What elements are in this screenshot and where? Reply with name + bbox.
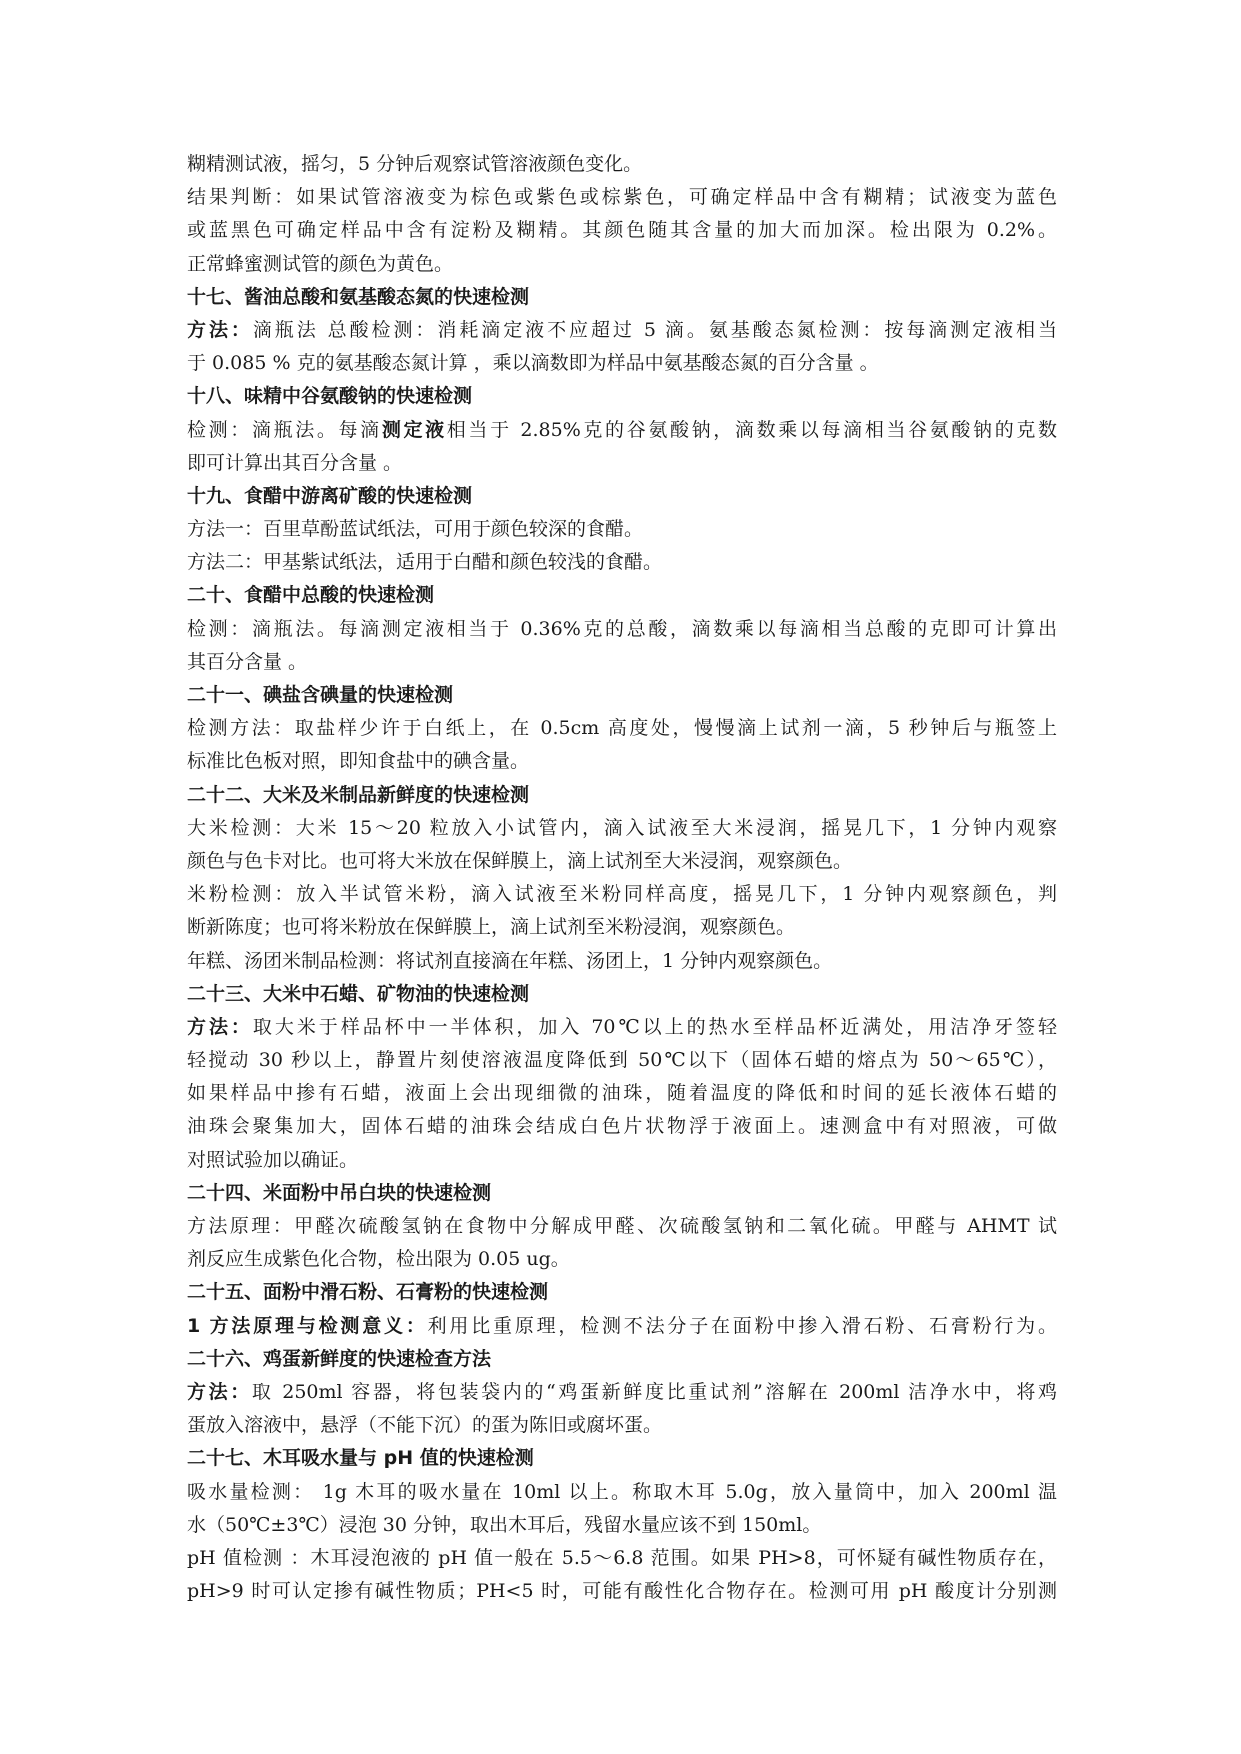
text-line: 方法原理：甲醛次硫酸氢钠在食物中分解成甲醛、次硫酸氢钠和二氧化硫。甲醛与 AHMT 试 bbox=[187, 1215, 1057, 1237]
text-line: 吸水量检测： 1g 木耳的吸水量在 10ml 以上。称取木耳 5.0g，放入量筒中，加入 200ml 温 bbox=[187, 1480, 1057, 1503]
text-line: 即可计算出其百分含量 。 bbox=[187, 451, 403, 474]
text-line: 糊精测试液，摇匀，5 分钟后观察试管溶液颜色变化。 bbox=[187, 153, 643, 175]
document-page bbox=[187, 148, 1057, 1608]
section-heading: 十八、味精中谷氨酸钠的快速检测 bbox=[187, 385, 473, 408]
line-text: 相当于 2.85%克的谷氨酸钠，滴数乘以每滴相当谷氨酸钠的克数 bbox=[446, 418, 1057, 441]
text-line: 年糕、汤团米制品检测：将试剂直接滴在年糕、汤团上，1 分钟内观察颜色。 bbox=[187, 949, 833, 972]
bold-label: 测定液 bbox=[381, 418, 447, 441]
section-heading: 二十六、鸡蛋新鲜度的快速检查方法 bbox=[187, 1347, 492, 1370]
text-line: pH>9 时可认定掺有碱性物质；PH<5 时，可能有酸性化合物存在。检测可用 pH 酸度计分别测 bbox=[187, 1580, 1057, 1603]
text-line: 检测方法：取盐样少许于白纸上，在 0.5cm 高度处，慢慢滴上试剂一滴，5 秒钟后与瓶签上 bbox=[187, 717, 1057, 740]
text-line: 方法一：百里草酚蓝试纸法，可用于颜色较深的食醋。 bbox=[187, 518, 644, 541]
text-line: 颜色与色卡对比。也可将大米放在保鲜膜上，滴上试剂至大米浸润，观察颜色。 bbox=[187, 849, 853, 872]
text-line bbox=[187, 314, 1057, 347]
text-line: 其百分含量 。 bbox=[187, 650, 308, 673]
section-heading: 二十四、米面粉中吊白块的快速检测 bbox=[187, 1181, 492, 1204]
text-line bbox=[187, 1376, 1057, 1409]
line-text: 滴瓶法 总酸检测：消耗滴定液不应超过 5 滴。氨基酸态氮检测：按每滴测定液相当 bbox=[252, 318, 1057, 341]
section-heading: 二十一、碘盐含碘量的快速检测 bbox=[187, 684, 454, 706]
text-line: 蛋放入溶液中，悬浮（不能下沉）的蛋为陈旧或腐坏蛋。 bbox=[187, 1414, 663, 1437]
line-text: 检测：滴瓶法。每滴 bbox=[187, 418, 382, 441]
text-line: 断新陈度；也可将米粉放在保鲜膜上，滴上试剂至米粉浸润，观察颜色。 bbox=[187, 916, 796, 939]
text-line: 方法二：甲基紫试纸法，适用于白醋和颜色较浅的食醋。 bbox=[187, 551, 663, 574]
section-heading: 二十五、面粉中滑石粉、石膏粉的快速检测 bbox=[187, 1281, 549, 1304]
text-line: 于 0.085 % 克的氨基酸态氮计算 ，乘以滴数即为样品中氨基酸态氮的百分含量 。 bbox=[187, 352, 879, 375]
bold-label: 方法： bbox=[187, 1015, 253, 1038]
text-line: 对照试验加以确证。 bbox=[187, 1148, 359, 1171]
section-heading: 十七、酱油总酸和氨基酸态氮的快速检测 bbox=[187, 285, 530, 308]
bold-label: 1 方法原理与检测意义： bbox=[187, 1314, 428, 1337]
bold-label: 方法： bbox=[187, 318, 253, 341]
text-line bbox=[187, 1310, 1057, 1343]
text-line: 油珠会聚集加大，固体石蜡的油珠会结成白色片状物浮于液面上。速测盒中有对照液，可做 bbox=[187, 1115, 1057, 1138]
text-line: 大米检测：大米 15～20 粒放入小试管内，滴入试液至大米浸润，摇晃几下，1 分钟内观察 bbox=[187, 816, 1057, 839]
text-line: 检测：滴瓶法。每滴测定液相当于 0.36%克的总酸，滴数乘以每滴相当总酸的克即可计算出 bbox=[187, 617, 1057, 640]
section-heading: 二十七、木耳吸水量与 pH 值的快速检测 bbox=[187, 1447, 534, 1470]
line-text: 取大米于样品杯中一半体积，加入 70℃以上的热水至样品杯近满处，用洁净牙签轻 bbox=[252, 1015, 1057, 1038]
text-line: 轻搅动 30 秒以上，静置片刻使溶液温度降低到 50℃以下（固体石蜡的熔点为 50～65℃）， bbox=[187, 1049, 1057, 1072]
section-heading: 二十、食醋中总酸的快速检测 bbox=[187, 584, 435, 607]
text-line bbox=[187, 414, 1057, 447]
bold-label: 方法： bbox=[187, 1380, 252, 1403]
line-text: 利用比重原理，检测不法分子在面粉中掺入滑石粉、石膏粉行为。 bbox=[427, 1314, 1057, 1337]
text-line: 或蓝黑色可确定样品中含有淀粉及糊精。其颜色随其含量的加大而加深。检出限为 0.2%。 bbox=[187, 219, 1057, 242]
text-line: 如果样品中掺有石蜡，液面上会出现细微的油珠，随着温度的降低和时间的延长液体石蜡的 bbox=[187, 1082, 1057, 1105]
section-heading: 十九、食醋中游离矿酸的快速检测 bbox=[187, 484, 473, 507]
section-heading: 二十三、大米中石蜡、矿物油的快速检测 bbox=[187, 982, 530, 1005]
section-heading: 二十二、大米及米制品新鲜度的快速检测 bbox=[187, 783, 530, 806]
text-line: 标准比色板对照，即知食盐中的碘含量。 bbox=[187, 750, 530, 773]
text-line: 米粉检测：放入半试管米粉，滴入试液至米粉同样高度，摇晃几下，1 分钟内观察颜色，判 bbox=[187, 883, 1057, 906]
text-line bbox=[187, 1011, 1057, 1044]
text-line: 剂反应生成紫色化合物，检出限为 0.05 ug。 bbox=[187, 1248, 570, 1271]
text-line: 结果判断：如果试管溶液变为棕色或紫色或棕紫色，可确定样品中含有糊精；试液变为蓝色 bbox=[187, 186, 1057, 209]
text-line: 水（50℃±3℃）浸泡 30 分钟，取出木耳后，残留水量应该不到 150ml。 bbox=[187, 1513, 822, 1536]
text-line: 正常蜂蜜测试管的颜色为黄色。 bbox=[187, 252, 454, 275]
text-line: pH 值检测 ：木耳浸泡液的 pH 值一般在 5.5～6.8 范围。如果 PH>8，可怀疑有碱性物质存在， bbox=[187, 1546, 1057, 1569]
line-text: 取 250ml 容器，将包装袋内的“鸡蛋新鲜度比重试剂”溶解在 200ml 洁净水中，将鸡 bbox=[251, 1380, 1057, 1403]
